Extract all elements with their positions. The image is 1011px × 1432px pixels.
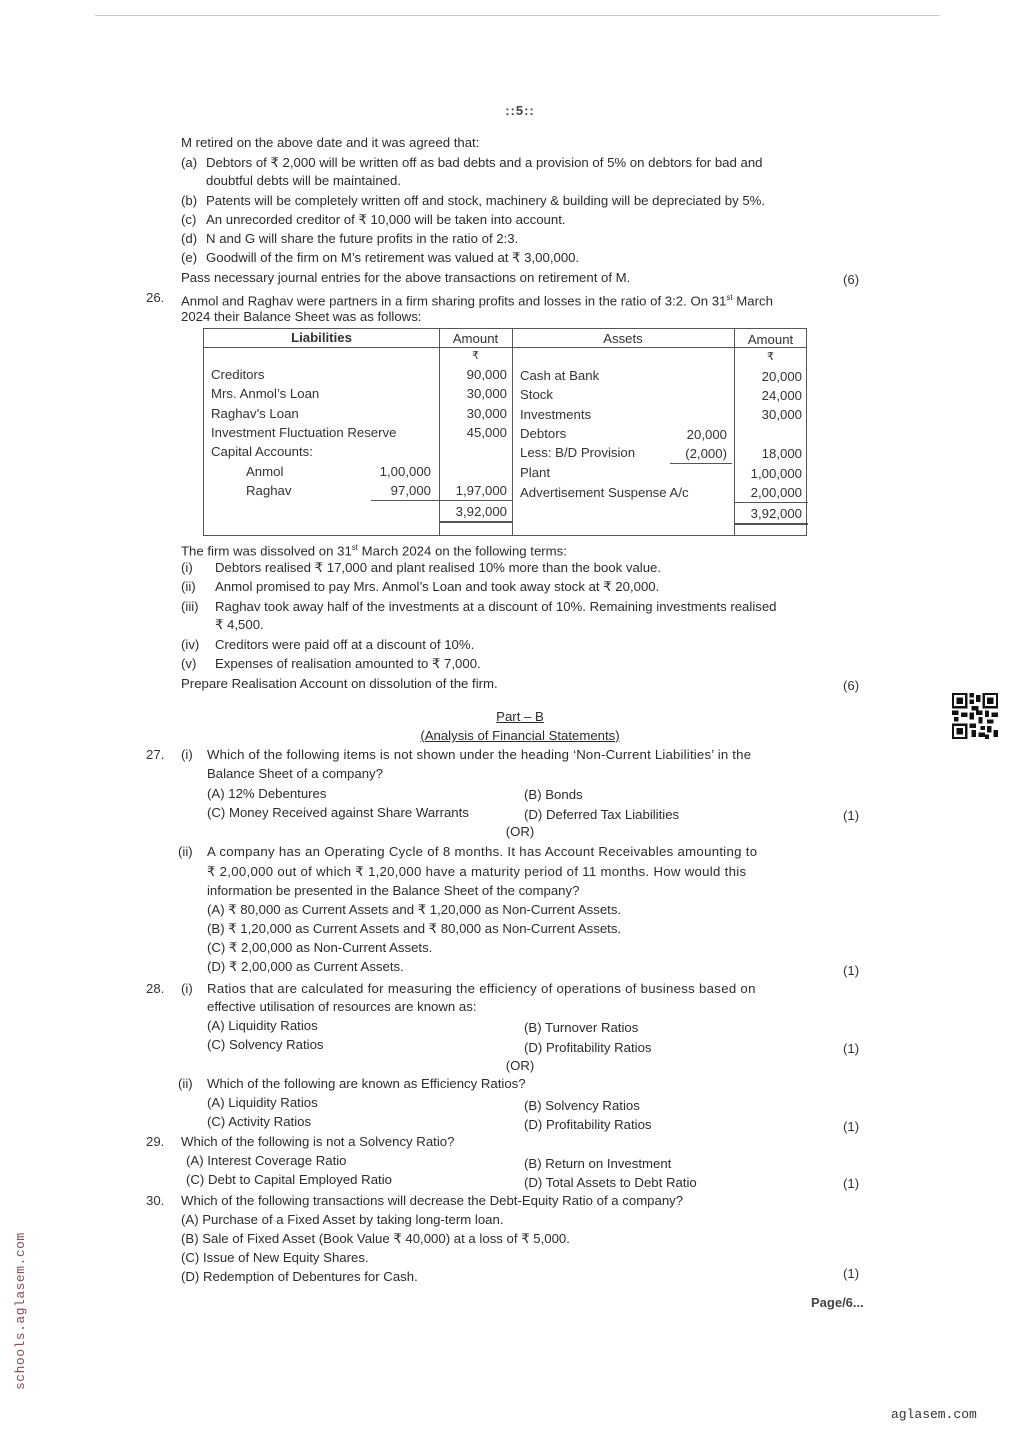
q28-i-option-c: (C) Solvency Ratios: [207, 1037, 324, 1052]
side-watermark: schools.aglasem.com: [13, 1232, 28, 1390]
q27-i-option-c: (C) Money Received against Share Warrants: [207, 805, 469, 820]
asset-subamount: (2,000): [685, 446, 727, 461]
q29-option-c: (C) Debt to Capital Employed Ratio: [186, 1172, 392, 1187]
q27-ii-option-a: (A) ₹ 80,000 as Current Assets and ₹ 1,20,000 as Non-Current Assets.: [207, 902, 622, 917]
q28-or: (OR): [505, 1058, 535, 1073]
q26-text-line1: Anmol and Raghav were partners in a firm sharing profits and losses in the ratio of 3:2. On 31st March: [181, 293, 773, 309]
page-marker: ::5::: [505, 103, 535, 118]
q29-option-d: (D) Total Assets to Debt Ratio: [524, 1175, 697, 1190]
q25-item-e: Goodwill of the firm on M’s retirement was valued at ₹ 3,00,000.: [206, 250, 580, 265]
q28-number: 28.: [146, 981, 165, 996]
liability-amount: 45,000: [466, 425, 507, 440]
q28-ii-label: (ii): [178, 1076, 193, 1091]
total-assets: 3,92,000: [750, 506, 802, 521]
q28-ii-text: Which of the following are known as Efficiency Ratios?: [207, 1076, 526, 1091]
q30-option-b: (B) Sale of Fixed Asset (Book Value ₹ 40,000) at a loss of ₹ 5,000.: [181, 1231, 570, 1246]
asset-amount: 24,000: [761, 388, 802, 403]
q26-term-iii: Raghav took away half of the investments at a discount of 10%. Remaining investments realised: [215, 599, 777, 614]
q27-i-option-b: (B) Bonds: [524, 787, 583, 802]
q27-i-option-d: (D) Deferred Tax Liabilities: [524, 807, 680, 822]
asset-amount: 30,000: [761, 407, 802, 422]
q25-instruction: Pass necessary journal entries for the above transactions on retirement of M.: [181, 270, 631, 285]
asset-amount: 1,00,000: [750, 466, 802, 481]
liability-subamount: 1,00,000: [379, 464, 431, 479]
q25-item-d: N and G will share the future profits in the ratio of 2:3.: [206, 231, 519, 246]
q26-term-ii-label: (ii): [181, 579, 196, 594]
q27-i-label: (i): [181, 747, 193, 762]
qr-code-icon: [952, 693, 998, 739]
q26-term-v-label: (v): [181, 656, 197, 671]
q25-marks: (6): [843, 272, 860, 287]
q26-term-v: Expenses of realisation amounted to ₹ 7,000.: [215, 656, 481, 671]
q29-option-a: (A) Interest Coverage Ratio: [186, 1153, 347, 1168]
q30-marks: (1): [843, 1266, 860, 1281]
q27-i-text: Which of the following items is not shown under the heading ‘Non-Current Liabilities’ in the: [207, 747, 752, 762]
q28-ii-option-a: (A) Liquidity Ratios: [207, 1095, 318, 1110]
q27-number: 27.: [146, 747, 165, 762]
header-assets: Assets: [603, 331, 643, 346]
asset-label: Investments: [520, 407, 592, 422]
q27-ii-option-d: (D) ₹ 2,00,000 as Current Assets.: [207, 959, 404, 974]
q28-ii-option-d: (D) Profitability Ratios: [524, 1117, 652, 1132]
q29-text: Which of the following is not a Solvency Ratio?: [181, 1134, 455, 1149]
q29-marks: (1): [843, 1176, 860, 1191]
asset-label: Stock: [520, 387, 553, 402]
asset-amount: 2,00,000: [750, 485, 802, 500]
liability-label: Capital Accounts:: [211, 444, 313, 459]
q26-marks: (6): [843, 678, 860, 693]
liability-amount: 90,000: [466, 367, 507, 382]
liability-label: Creditors: [211, 367, 265, 382]
q25-item-d-label: (d): [181, 231, 198, 246]
liability-amount: 30,000: [466, 386, 507, 401]
q27-i-text-cont: Balance Sheet of a company?: [207, 766, 383, 781]
q27-i-marks: (1): [843, 808, 860, 823]
q30-option-a: (A) Purchase of a Fixed Asset by taking long-term loan.: [181, 1212, 504, 1227]
q27-ii-option-c: (C) ₹ 2,00,000 as Non-Current Assets.: [207, 940, 433, 955]
asset-amount: 18,000: [761, 446, 802, 461]
q28-ii-option-b: (B) Solvency Ratios: [524, 1098, 640, 1113]
q25-item-c: An unrecorded creditor of ₹ 10,000 will be taken into account.: [206, 212, 566, 227]
liability-label: Raghav’s Loan: [211, 406, 299, 421]
q25-intro: M retired on the above date and it was agreed that:: [181, 135, 480, 150]
asset-label: Plant: [520, 465, 551, 480]
balance-sheet-table: [203, 328, 807, 536]
q28-i-option-a: (A) Liquidity Ratios: [207, 1018, 318, 1033]
q28-i-text: Ratios that are calculated for measuring the efficiency of operations of business based on: [207, 981, 756, 996]
q30-option-c: (C) Issue of New Equity Shares.: [181, 1250, 369, 1265]
q26-instruction: Prepare Realisation Account on dissolution of the firm.: [181, 676, 498, 691]
currency-symbol-liabilities: ₹: [472, 350, 479, 362]
q26-term-i: Debtors realised ₹ 17,000 and plant realised 10% more than the book value.: [215, 560, 662, 575]
liability-subamount: 97,000: [390, 483, 431, 498]
q28-i-option-b: (B) Turnover Ratios: [524, 1020, 639, 1035]
q26-dissolved: The firm was dissolved on 31st March 2024 on the following terms:: [181, 543, 567, 559]
header-amount-assets: Amount: [747, 332, 794, 347]
top-rule: [95, 15, 940, 16]
q27-ii-text-cont2: information be presented in the Balance Sheet of the company?: [207, 883, 580, 898]
q28-ii-option-c: (C) Activity Ratios: [207, 1114, 312, 1129]
liability-label: Mrs. Anmol’s Loan: [211, 386, 320, 401]
liability-amount: 1,97,000: [455, 483, 507, 498]
q25-item-c-label: (c): [181, 212, 197, 227]
header-amount-liabilities: Amount: [452, 331, 499, 346]
q27-ii-text: A company has an Operating Cycle of 8 months. It has Account Receivables amounting to: [207, 844, 758, 859]
q30-option-d: (D) Redemption of Debentures for Cash.: [181, 1269, 418, 1284]
q28-ii-marks: (1): [843, 1119, 860, 1134]
asset-label: Cash at Bank: [520, 368, 600, 383]
asset-label: Debtors: [520, 426, 567, 441]
q28-i-option-d: (D) Profitability Ratios: [524, 1040, 652, 1055]
total-liabilities: 3,92,000: [455, 504, 507, 519]
q25-item-a: Debtors of ₹ 2,000 will be written off as bad debts and a provision of 5% on debtors for bad and: [206, 155, 763, 170]
q29-option-b: (B) Return on Investment: [524, 1156, 672, 1171]
liability-label: Anmol: [246, 464, 284, 479]
asset-amount: 20,000: [761, 369, 802, 384]
q27-ii-option-b: (B) ₹ 1,20,000 as Current Assets and ₹ 80,000 as Non-Current Assets.: [207, 921, 622, 936]
q27-ii-label: (ii): [178, 844, 193, 859]
q28-i-label: (i): [181, 981, 193, 996]
asset-subamount: 20,000: [686, 427, 727, 442]
q27-or: (OR): [505, 824, 535, 839]
header-liabilities: Liabilities: [291, 330, 352, 345]
q26-term-iii-cont: ₹ 4,500.: [215, 617, 264, 632]
q25-item-a-cont: doubtful debts will be maintained.: [206, 173, 402, 188]
q26-text-line2: 2024 their Balance Sheet was as follows:: [181, 309, 422, 324]
liability-amount: 30,000: [466, 406, 507, 421]
liability-label: Investment Fluctuation Reserve: [211, 425, 397, 440]
q27-i-option-a: (A) 12% Debentures: [207, 786, 327, 801]
part-b-subtitle: (Analysis of Financial Statements): [420, 728, 620, 743]
q28-i-marks: (1): [843, 1041, 860, 1056]
q29-number: 29.: [146, 1134, 165, 1149]
q28-i-text-cont: effective utilisation of resources are known as:: [207, 999, 477, 1014]
q27-ii-marks: (1): [843, 963, 860, 978]
liability-label: Raghav: [246, 483, 292, 498]
q27-ii-text-cont1: ₹ 2,00,000 out of which ₹ 1,20,000 have a maturity period of 11 months. How would this: [207, 864, 747, 879]
currency-symbol-assets: ₹: [767, 351, 774, 363]
q26-term-i-label: (i): [181, 560, 193, 575]
asset-label: Less: B/D Provision: [520, 445, 636, 460]
q25-item-b-label: (b): [181, 193, 198, 208]
q25-item-e-label: (e): [181, 250, 198, 265]
q30-number: 30.: [146, 1193, 165, 1208]
q25-item-b: Patents will be completely written off and stock, machinery & building will be depreciated by 5%.: [206, 193, 766, 208]
asset-label: Advertisement Suspense A/c: [520, 485, 689, 500]
footer-watermark: aglasem.com: [891, 1407, 977, 1422]
q26-number: 26.: [146, 290, 165, 305]
q26-term-iv-label: (iv): [181, 637, 200, 652]
q26-term-iii-label: (iii): [181, 599, 199, 614]
q30-text: Which of the following transactions will decrease the Debt-Equity Ratio of a company?: [181, 1193, 684, 1208]
q26-term-iv: Creditors were paid off at a discount of 10%.: [215, 637, 475, 652]
next-page-indicator: Page/6...: [811, 1295, 864, 1310]
part-b-title: Part – B: [496, 709, 544, 724]
q26-term-ii: Anmol promised to pay Mrs. Anmol’s Loan and took away stock at ₹ 20,000.: [215, 579, 660, 594]
q25-item-a-label: (a): [181, 155, 198, 170]
